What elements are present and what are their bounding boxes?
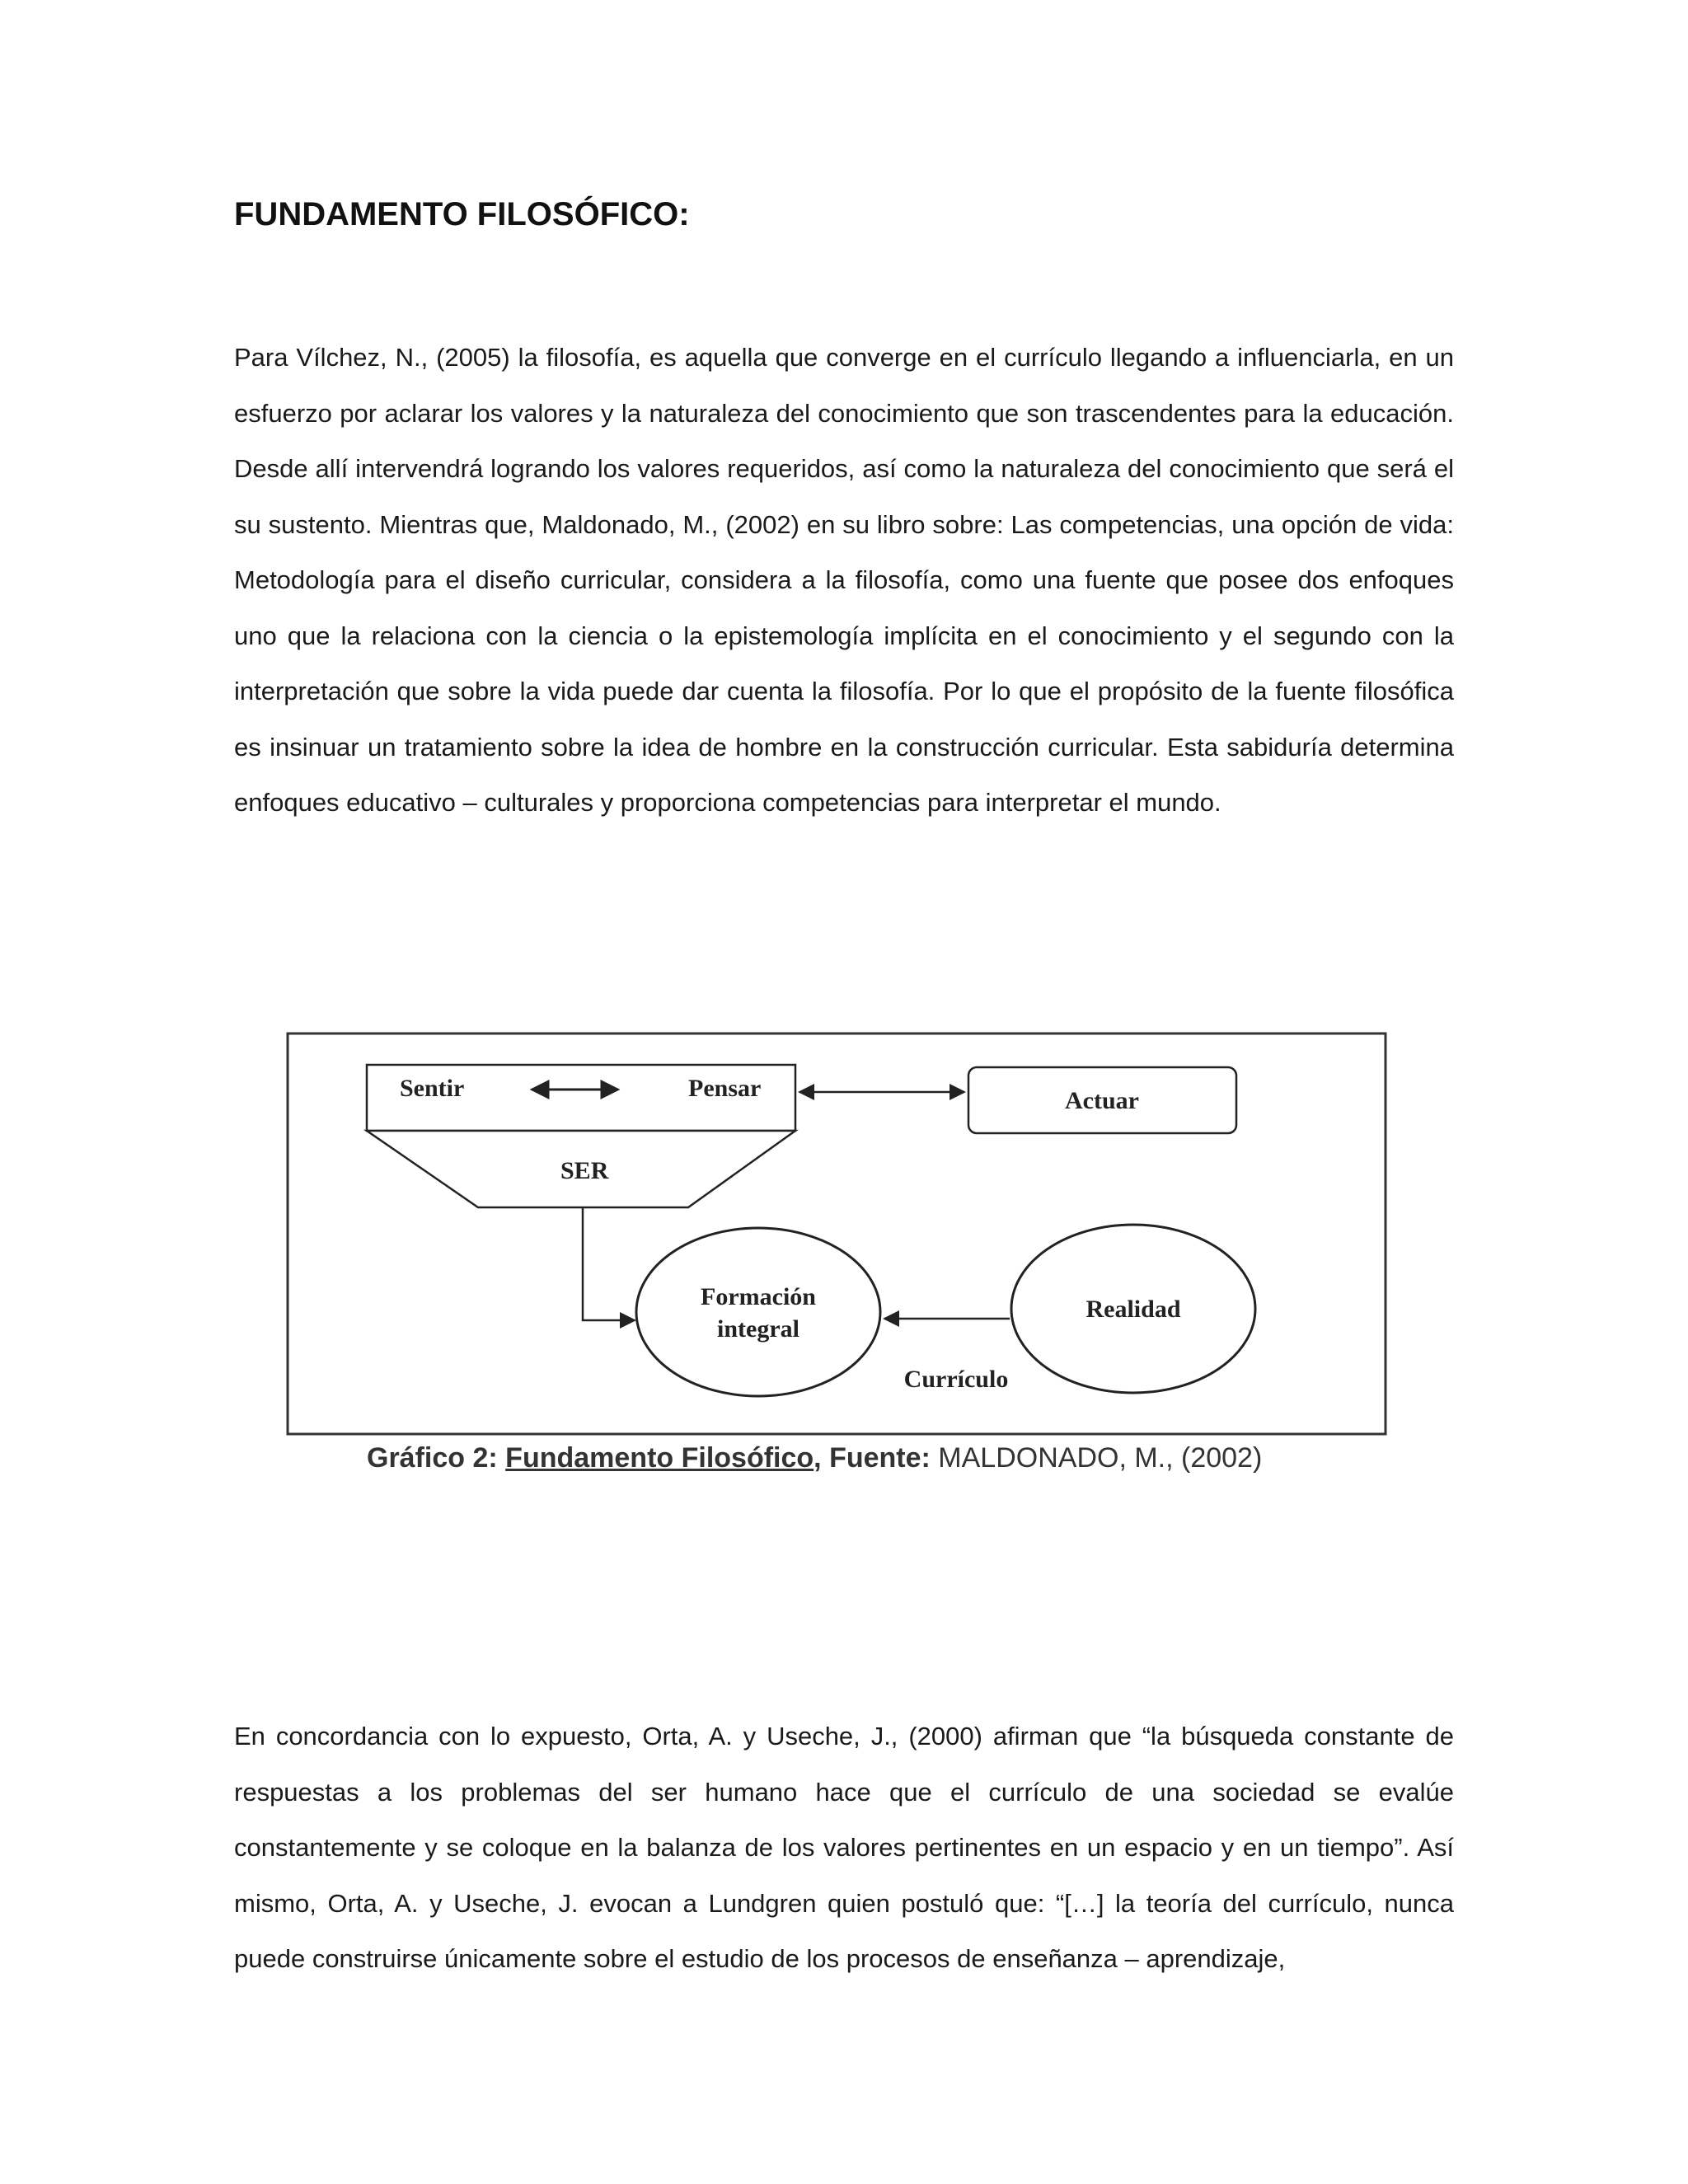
- actuar-label: Actuar: [1065, 1087, 1139, 1114]
- formacion-ellipse: [636, 1228, 880, 1396]
- philosophical-foundation-figure: [284, 1030, 1389, 1483]
- section-heading: FUNDAMENTO FILOSÓFICO:: [234, 196, 690, 232]
- caption-separator: ,: [814, 1442, 822, 1474]
- paragraph-intro: Para Vílchez, N., (2005) la filosofía, es aquella que converge en el currículo llegando a influenciarla, en un esfuerzo por aclarar los valores y la naturaleza del conocimiento que son trascendentes para la educación. Desde allí intervendrá logrando los valores requeridos, así como la naturaleza del conocimiento que será el su sustento. Mientras que, Maldonado, M., (2002) en su libro sobre: Las competencias, una opción de vida: Metodología para el diseño curricular, considera a la filosofía, como una fuente que posee dos enfoques uno que la relaciona con la ciencia o la epistemología implícita en el conocimiento y el segundo con la interpretación que sobre la vida puede dar cuenta la filosofía. Por lo que el propósito de la fuente filosófica es insinuar un tratamiento sobre la idea de hombre en la construcción curricular. Esta sabiduría determina enfoques educativo – culturales y proporciona competencias para interpretar el mundo.: [234, 343, 1454, 817]
- formacion-label-line1: Formación: [701, 1283, 816, 1310]
- curriculo-label: Currículo: [903, 1366, 1009, 1393]
- caption-title: Fundamento Filosófico: [505, 1442, 814, 1474]
- caption-source-label: Fuente:: [829, 1442, 931, 1474]
- caption-source: MALDONADO, M., (2002): [938, 1442, 1263, 1474]
- pensar-label: Pensar: [688, 1075, 762, 1102]
- paragraph-concordance: En concordancia con lo expuesto, Orta, A. y Useche, J., (2000) afirman que “la búsqueda constante de respuestas a los problemas del ser humano hace que el currículo de una sociedad se evalúe constantemente y se coloque en la balanza de los valores pertinentes en un espacio y en un tiempo”. Así mismo, Orta, A. y Useche, J. evocan a Lundgren quien postuló que: “[…] la teoría del currículo, nunca puede construirse únicamente sobre el estudio de los procesos de enseñanza – aprendizaje,: [234, 1722, 1454, 1973]
- ser-formacion-arrow: [583, 1207, 635, 1320]
- formacion-label-line2: integral: [717, 1315, 799, 1343]
- figure-caption: [367, 1442, 1389, 1474]
- caption-label: Gráfico 2:: [367, 1442, 498, 1474]
- realidad-label: Realidad: [1085, 1296, 1181, 1323]
- sentir-label: Sentir: [400, 1075, 465, 1102]
- ser-label: SER: [560, 1157, 609, 1184]
- diagram-svg: [284, 1030, 1389, 1442]
